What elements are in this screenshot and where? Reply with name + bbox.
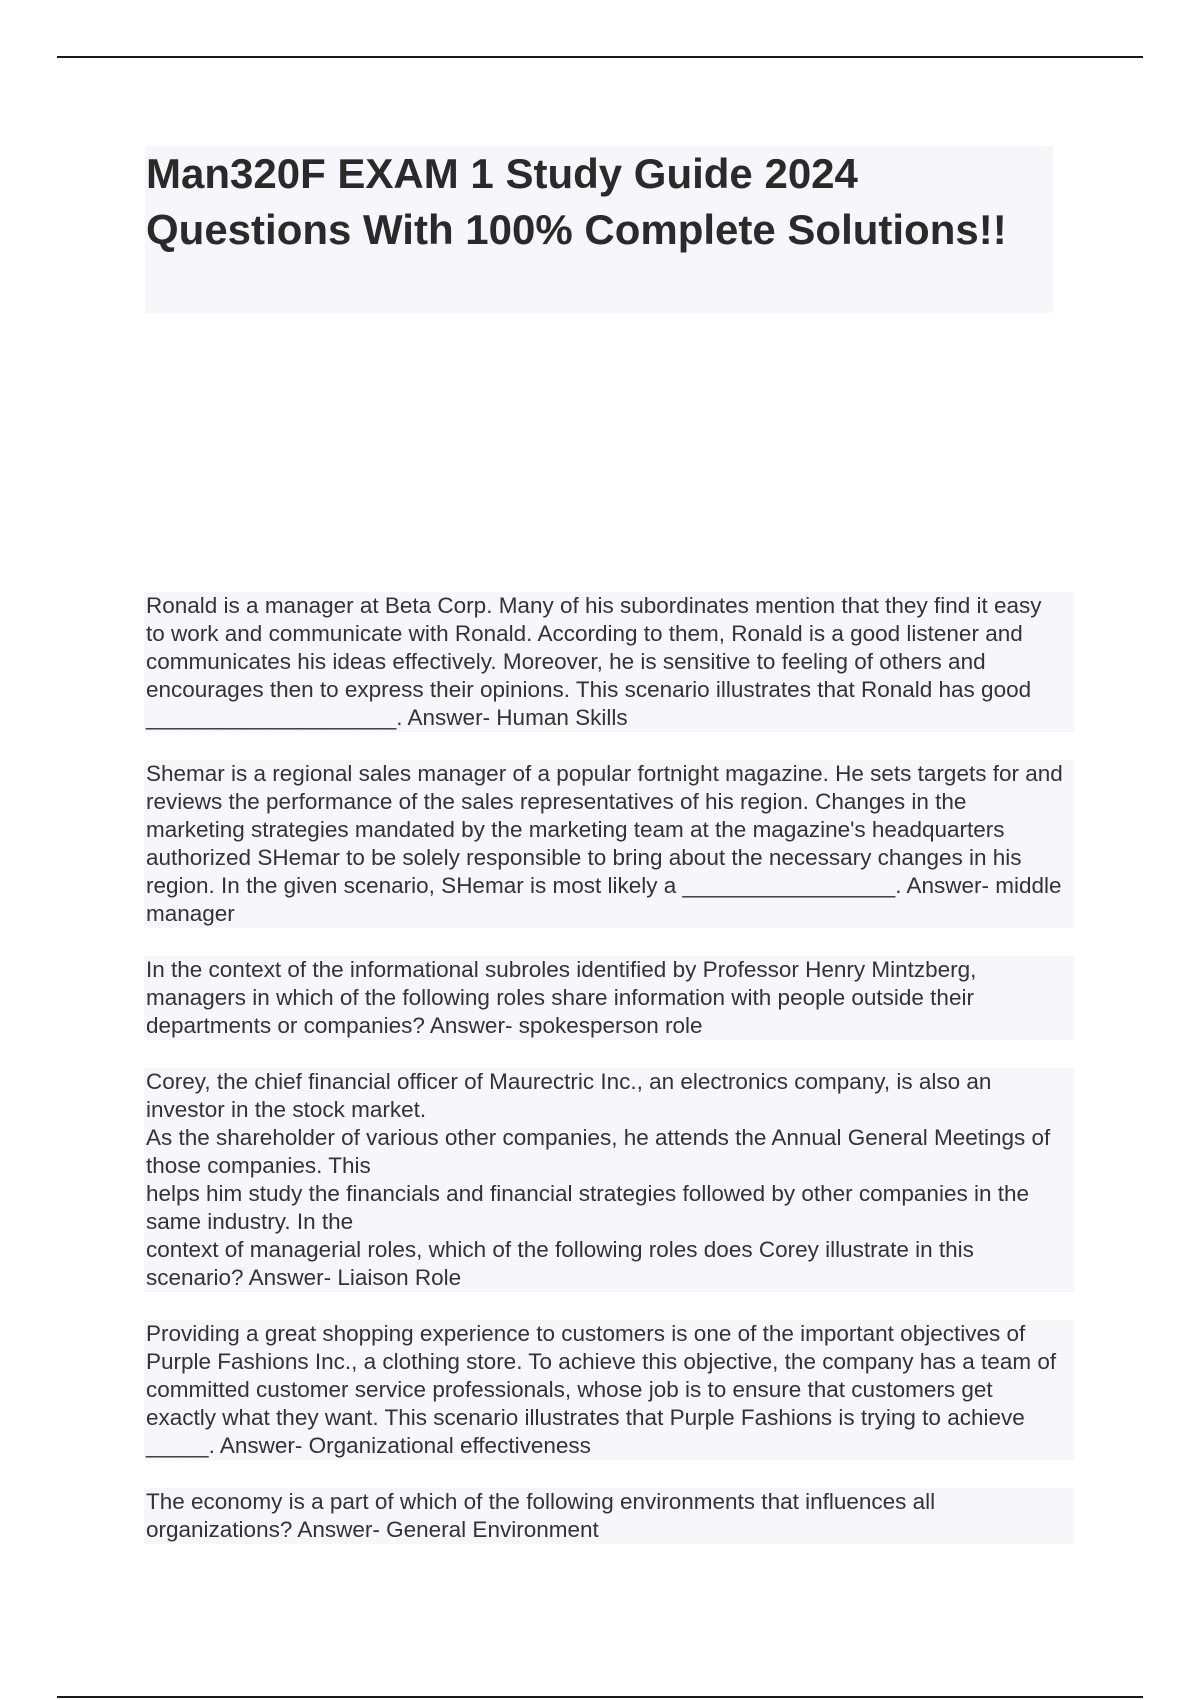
question-text: Shemar is a regional sales manager of a popular fortnight magazine. He sets targets for and reviews the performance of the sales representatives of his region. Changes in the marketing strategies mandated by the marketing team at the magazine's headquarters authorized SHemar to be solely responsible to bring about the necessary changes in his region. In the given scenario, SHemar is most likely a _________________. (146, 761, 1070, 898)
question-text: In the context of the informational subroles identified by Professor Henry Mintzberg, managers in which of the following roles share information with people outside their departments or companies? (146, 957, 983, 1038)
qa-item-5 (146, 1320, 1066, 1460)
answer-text: Answer- spokesperson role (424, 1013, 703, 1038)
question-text: Providing a great shopping experience to customers is one of the important objectives of Purple Fashions Inc., a clothing store. To achieve this objective, the company has a team of committed customer service professionals, whose job is to ensure that customers get exactly what they want. This scenario illustrates that Purple Fashions is trying to achieve _____. (146, 1321, 1063, 1458)
bottom-divider (57, 1696, 1143, 1698)
answer-text: Answer- General Environment (292, 1517, 599, 1542)
answer-text: Answer- Organizational effectiveness (214, 1433, 591, 1458)
question-text: Corey, the chief financial officer of Maurectric Inc., an electronics company, is also an investor in the stock market. As the shareholder of various other companies, he attends the Annual General Meetings of those companies. This helps him study the financials and financial strategies followed by other companies in the same industry. In the context of managerial roles, which of the following roles does Corey illustrate in this scenario? (146, 1069, 1051, 1290)
answer-text: Answer- Liaison Role (243, 1265, 462, 1290)
qa-item-6 (146, 1488, 1066, 1544)
question-text: The economy is a part of which of the following environments that influences all organizations? (146, 1489, 942, 1542)
top-divider (57, 56, 1143, 58)
qa-item-3 (146, 956, 1066, 1040)
question-text: Ronald is a manager at Beta Corp. Many of his subordinates mention that they find it easy to work and communicate with Ronald. According to them, Ronald is a good listener and communicates his ideas effectively. Moreover, he is sensitive to feeling of others and encourages then to express their opinions. This scenario illustrates that Ronald has good ____________________. (146, 593, 1048, 730)
question-list (146, 592, 1070, 1572)
qa-item-4 (146, 1068, 1066, 1292)
document-title: Man320F EXAM 1 Study Guide 2024 Questions With 100% Complete Solutions!! (146, 150, 1007, 253)
qa-item-1 (146, 592, 1066, 732)
answer-text: Answer- middle manager (146, 873, 1062, 926)
qa-item-2 (146, 760, 1070, 928)
answer-text: Answer- Human Skills (402, 705, 628, 730)
